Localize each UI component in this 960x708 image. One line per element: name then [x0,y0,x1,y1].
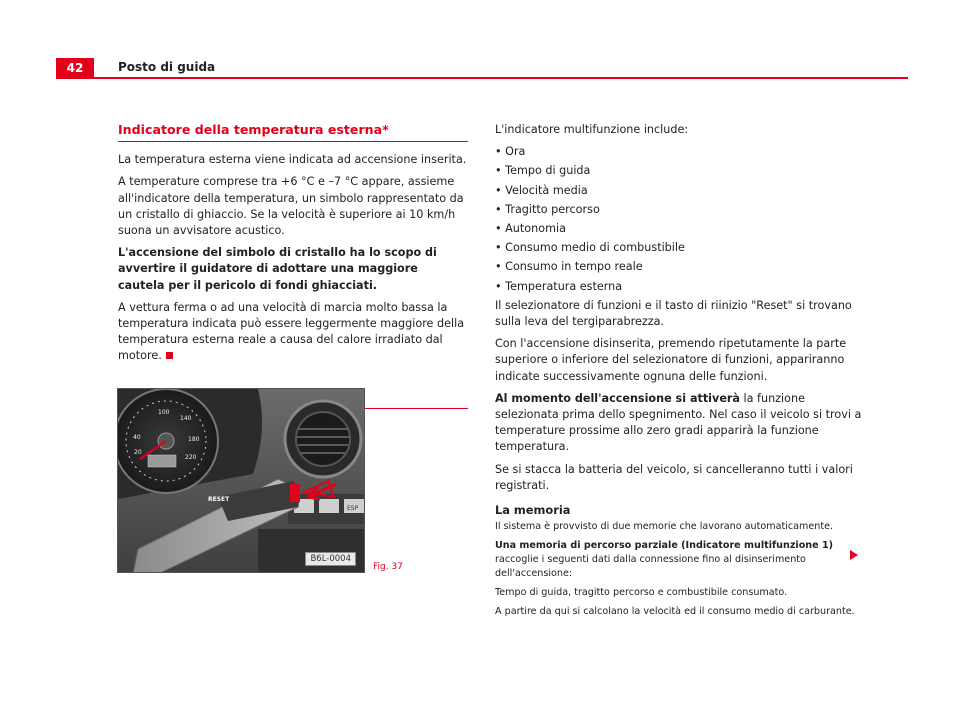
list-item: • Temperatura esterna [495,279,623,293]
svg-text:40: 40 [133,434,141,441]
continue-arrow-icon [850,550,858,560]
list-item: • Consumo medio di combustibile [495,241,685,255]
bold-lead: Al momento dell'accensione si attiverà [495,391,740,405]
svg-text:20: 20 [134,449,142,456]
paragraph: Con l'accensione disinserita, premendo ripetutamente la parte superiore o inferiore del selezionatore di funzioni, appariranno indicate successivamente ognuna delle funzioni. [495,337,847,383]
svg-text:140: 140 [180,415,192,422]
small-paragraph: Tempo di guida, tragitto percorso e combustibile consumato. [495,587,788,599]
list-item: • Consumo in tempo reale [495,260,643,274]
svg-text:100: 100 [158,409,170,416]
svg-text:220: 220 [185,454,197,461]
list-item: • Tempo di guida [495,164,591,178]
paragraph-moment [495,391,865,456]
bold-lead: Una memoria di percorso parziale (Indicatore multifunzione 1) [495,540,834,552]
header-rule [56,77,908,79]
figure-code: B6L-0004 [305,552,356,566]
paragraph: La temperatura esterna viene indicata ad accensione inserita. [118,153,467,167]
left-column [118,122,468,419]
list-item: • Ora [495,145,526,159]
intro-text: L'indicatore multifunzione include: [495,123,689,136]
section-end-icon [166,352,173,359]
esp-label: ESP [347,505,359,512]
paragraph: Se si stacca la batteria del veicolo, si cancelleranno tutti i valori registrati. [495,462,853,492]
heading-memory: La memoria [495,503,571,518]
heading-outside-temperature: Indicatore della temperatura esterna* [118,122,468,142]
section-header: Posto di guida [118,60,216,74]
paragraph-text: la funzione selezionata prima dello spegnimento. Nel caso il veicolo si trovi a temperature prossime allo zero gradi apparirà la funzione temperatura. [495,391,862,454]
list-item: • Velocità media [495,183,588,197]
small-paragraph: A partire da qui si calcolano la velocità ed il consumo medio di carburante. [495,606,855,618]
paragraph: Il selezionatore di funzioni e il tasto di riinizio "Reset" si trovano sulla leva del tergiparabrezza. [495,298,852,329]
svg-text:180: 180 [188,436,200,443]
figure-label: Fig. 37 [373,562,403,572]
list-item: • Tragitto percorso [495,202,600,216]
page-number: 42 [56,58,94,78]
list-item: • Autonomia [495,222,566,236]
paragraph: A temperature comprese tra +6 °C e –7 °C appare, assieme all'indicatore della temperatura, un simbolo rappresentato da un cristallo di ghiaccio. Se la velocità è superiore ai 10 km/h suona un avvisatore acustico. [118,175,464,238]
reset-label: RESET [208,496,230,503]
paragraph-end [118,300,468,365]
paragraph-text: raccoglie i seguenti dati dalla connessione fino al disinserimento dell'accensione: [495,554,806,580]
paragraph-text: A vettura ferma o ad una velocità di marcia molto bassa la temperatura indicata può essere leggermente maggiore della temperatura esterna reale a causa del calore irradiato dal motore. [118,300,465,363]
right-column [495,122,865,624]
small-paragraph: Il sistema è provvisto di due memorie che lavorano automaticamente. [495,521,834,533]
figure-steering-lever [117,388,365,573]
small-paragraph-partial [495,539,865,581]
warning-paragraph: L'accensione del simbolo di cristallo ha lo scopo di avvertire il guidatore di adottare una maggiore cautela per il pericolo di fondi ghiacciati. [118,246,437,292]
figure-illustration [118,389,365,573]
